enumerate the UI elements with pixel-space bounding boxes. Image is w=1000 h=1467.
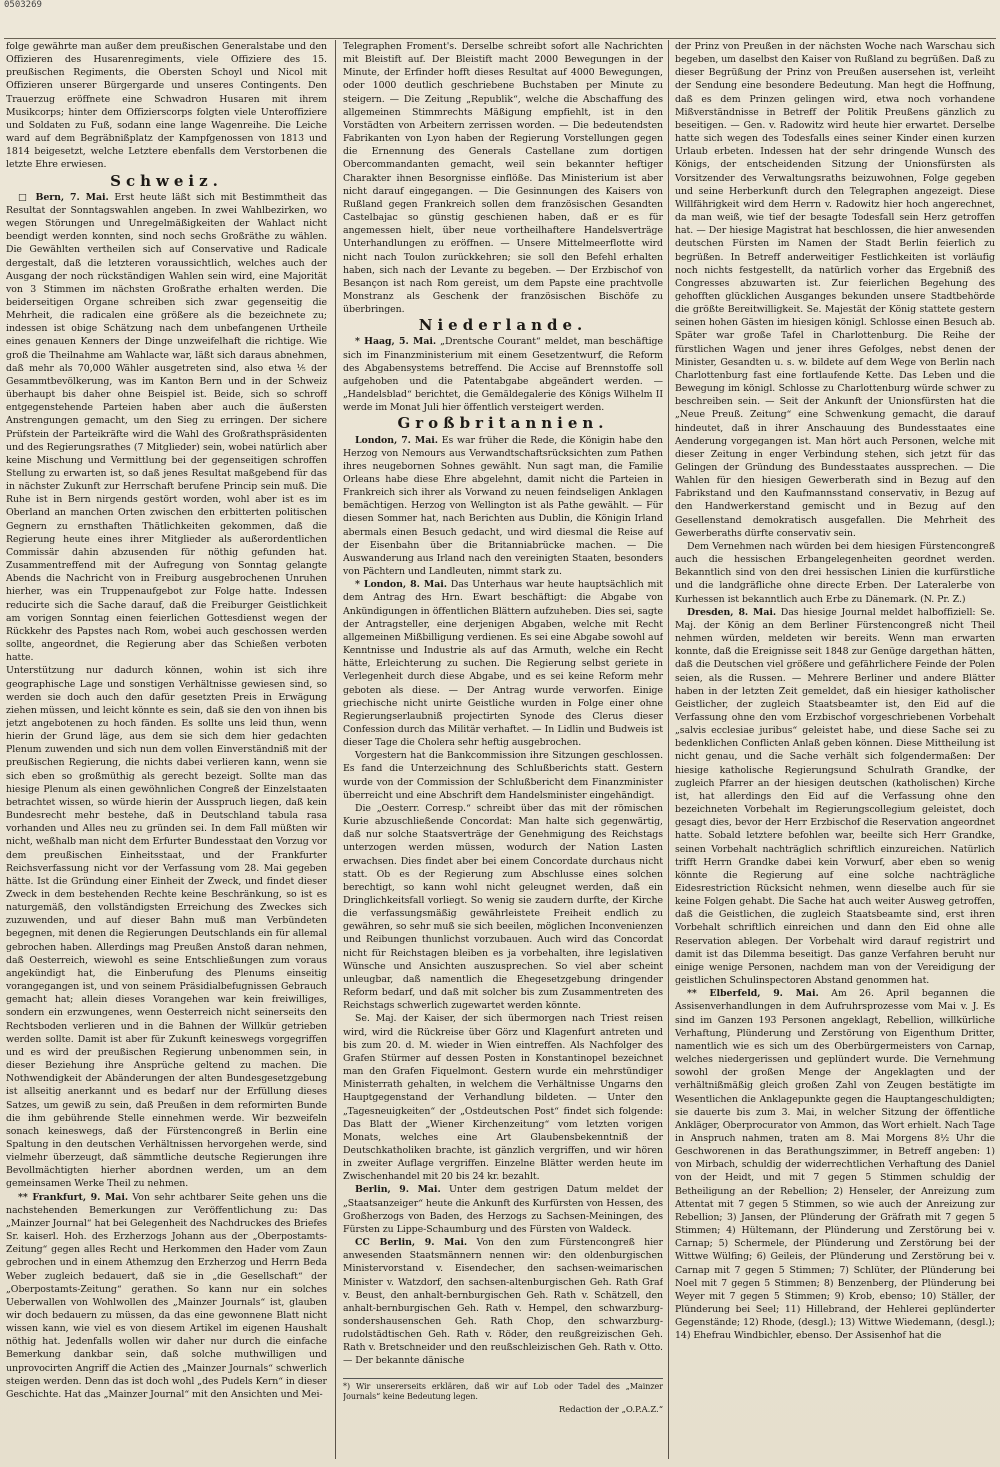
- footnote: *) Wir unsererseits erklären, daß wir auf Lob oder Tadel des „Mainzer Journals“ keine Bedeutung legen.: [343, 1378, 663, 1402]
- berlin-dateline-1: Berlin, 9. Mai.: [355, 1184, 441, 1196]
- frankfurt-dateline: ** Frankfurt, 9. Mai.: [18, 1191, 129, 1203]
- bankcommission-paragraph: Vorgestern hat die Bankcommission ihre Sitzungen geschlossen. Es fand die Unterzeichnung des Schlußberichts statt. Gestern wurde von der Commission der Schlußbericht dem Finanzminister überreicht und eine Abschrift dem Handelsminister eingehändigt.: [343, 750, 663, 801]
- berlin-article-2: [343, 1236, 663, 1368]
- dresden-dateline: Dresden, 8. Mai.: [687, 606, 777, 618]
- berlin-text-1: Unter dem gestrigen Datum meldet der „Staatsanzeiger“ heute die Ankunft des Kurfürsten von Hessen, des Großherzogs von Baden, des Herzogs zu Sachsen-Meiningen, des Fürsten zu Lippe-Schaumburg und des Fürsten von Waldeck.: [343, 1184, 663, 1235]
- london-text-2: Das Unterhaus war heute hauptsächlich mit dem Antrag des Hrn. Ewart beschäftigt: die Abgabe von Ankündigungen in öffentlichen Blättern aufzuheben. Dies sei, sagte der Antragsteller, eine derjenigen Abgaben, welche mit Recht allgemeinen Mißbilligung verdienen. Es sei eine Abgabe sowohl auf Kenntnisse und Industrie als auf das Armuth, welche ein Recht hätte, Erleichterung zu suchen. Die Regierung selbst geriete in Verlegenheit durch diese Abgabe, und es sei keine Reform mehr geboten als diese. — Der Antrag wurde verworfen. Einige griechische nicht unirte Geistliche wurden in Folge einer ohne Regierungserlaubniß projectirten Synode des Clerus dieser Confession durch das Militär verhaftet. — In Lidlin und Budweis ist dieser Tage die Cholera sehr heftig ausgebrochen.: [343, 579, 663, 749]
- bern-article: [6, 191, 327, 665]
- berlin-text-2: Von den zum Fürstencongreß hier anwesenden Staatsmännern nennen wir: den oldenburgischen Ministervorstand v. Eisendecher, den sachsen-weimarischen Minister v. Watzdorf, den sachsen-altenburgischen Geh. Rath Graf v. Beust, den anhalt-bernburgischen Geh. Rath v. Schätzell, den anhalt-bernburgischen Geh. Rath v. Hempel, den schwarzburg-sondershausenschen Geh. Rath Chop, den schwarzburg-rudolstädtischen Geh. Rath v. Röder, den reußgreizischen Geh. Rath v. Bretschneider und den reußschleizischen Geh. Rath v. Otto. — Der bekannte dänische: [343, 1237, 663, 1367]
- heading-schweiz: Schweiz.: [110, 171, 223, 190]
- paris-continuation: Telegraphen Froment's. Derselbe schreibt sofort alle Nachrichten mit Bleistift auf. Der Bleistift macht 2000 Bewegungen in der Minute, der Erfinder hofft dieses Resultat auf 4000 Bewegungen, oder 1000 deutlich geschriebene Buchstaben per Minute zu steigern. — Die Zeitung „Republik“, welche die Abschaffung des allgemeinen Stimmrechts Mäßigung empfiehlt, ist in den Vorstädten von Arbeitern zerrissen worden. — Die bedeutendsten Fabrikanten von Lyon haben der Regierung Vorstellungen gegen die Ernennung des Generals Castellane zum dortigen Obercommandanten gemacht, weil sein bekannter heftiger Charakter ihnen Besorgnisse einflöße. Das Ministerium ist aber nicht darauf eingegangen. — Die Gesinnungen des Kaisers von Rußland gegen Frankreich sollen dem französischen Gesandten Castelbajac so günstig geschienen haben, daß er es für angemessen hielt, über neue vortheilhaftere Handelsverträge Unterhandlungen zu eröffnen. — Unsere Mittelmeerflotte wird nicht nach Toulon zurückkehren; sie soll den Befehl erhalten haben, sich nach der Levante zu begeben. — Der Erzbischof von Besançon ist nach Rom gereist, um dem Papste eine prachtvolle Monstranz als Geschenk der französischen Bischöfe zu überbringen.: [343, 41, 663, 316]
- frankfurt-text: Von sehr achtbarer Seite gehen uns die nachstehenden Bemerkungen zur Veröffentlichung zu: Das „Mainzer Journal“ hat bei Gelegenheit des Nachdruckes des Briefes Sr. kaiserl. Hoh. des Erzherzogs Johann aus der „Oberpostamts-Zeitung“ gegen alles Recht und Herkommen den Hader vom Zaun gebrochen und in einem Athemzug den Erzherzog und Herrn Beda Weber zugleich bedauert, daß sie in „die Gesellschaft“ der „Oberpostamts-Zeitung“ gerathen. So kann nur ein solches Ueberwallen von Wohlwollen des „Mainzer Journals“ ist, glauben wir doch bedauern zu müssen, da das eine gewonnene Blatt nicht wissen kann, wie viel es von diesem Artikel im eigenen Haushalt nöthig hat. Jedenfalls wollen wir daher nur durch die einfache Bemerkung dankbar sein, daß solche muthwilligen und unprovocirten Angriff die Actien des „Mainzer Journals“ schwerlich steigen werden. Denn das ist doch wohl „des Pudels Kern“ in dieser Geschichte. Hat das „Mainzer Journal“ mit den Ansichten und Mei-: [6, 1191, 327, 1400]
- london-text-1: Es war früher die Rede, die Königin habe den Herzog von Nemours aus Verwandtschaftsrücksichten zum Pathen ihres neugebornen Sohnes gewählt. Nun sagt man, die Familie Orleans habe diese Ehre abgelehnt, damit nicht die Parteien in Frankreich sich ihrer als Vorwand zu neuen feindseligen Anklagen bemächtigen. Herzog von Wellington ist als Pathe gewählt. — Für diesen Sommer hat, nach Berichten aus Dublin, die Königin Irland abermals einen Besuch gedacht, und wird diesmal die Reise auf der Eisenbahn über die Britanniabrücke machen. — Die Auswanderung aus Irland nach den vereinigten Staaten, besonders von Pächtern und Landleuten, nimmt stark zu.: [343, 434, 663, 578]
- berlin-dateline-2: CC Berlin, 9. Mai.: [355, 1237, 468, 1249]
- redaction-signature: Redaction der „O.P.A.Z.“: [558, 1404, 663, 1415]
- london-dateline-2: * London, 8. Mai.: [355, 579, 447, 591]
- berlin-article-1: [343, 1183, 663, 1236]
- london-article-1: [343, 434, 663, 579]
- haag-dateline: * Haag, 5. Mai.: [355, 336, 437, 348]
- column-2: [343, 40, 663, 1459]
- haag-text: „Drentsche Courant“ meldet, man beschäftige sich im Finanzministerium mit einem Gesetzentwurf, die Reform des Abgabensystems betreffend. Die Accise auf Brennstoffe soll aufgehoben und die Patentabgabe abgeändert werden. — „Handelsblad“ berichtet, die Gemäldegalerie des Königs Wilhelm II werde im Monat Juli hier öffentlich versteigert werden.: [343, 336, 663, 414]
- frankfurt-article: [6, 1191, 327, 1402]
- column-rule-2: [668, 40, 669, 1459]
- haag-article: [343, 335, 663, 414]
- bern-dateline: □ Bern, 7. Mai.: [18, 191, 109, 203]
- concordat-paragraph: Die „Oesterr. Corresp.“ schreibt über das mit der römischen Kurie abzuschließende Concordat: Man halte sich gegenwärtig, daß nur solche Staatsverträge der Genehmigung des Reichstags unterzogen werden müssen, wodurch der Nation Lasten erwachsen. Dies findet aber bei einem Concordate durchaus nicht statt. Ob es der Regierung zum Abschlusse eines solchen berechtigt, so kann wohl nicht geleugnet werden, daß ein Dringlichkeitsfall vorliegt. So wenig sie zaudern durfte, der Kirche die verfassungsmäßig gewährleistete Freiheit endlich zu gewähren, so sehr muß sie sich beeilen, möglichen Inconvenienzen und Reibungen thunlichst vorzubauen. Auch wird das Concordat nicht für Reichstagen bleiben es ja vorbehalten, ihre legislativen Wünsche und Ansichten auszusprechen. So viel aber scheint unleugbar, daß namentlich die Ehegesetzgebung dringender Reform bedarf, und daß mit solcher bis zum Zusammentreten des Reichstags schwerlich zugewartet werden könnte.: [343, 802, 663, 1012]
- prinz-paragraph: der Prinz von Preußen in der nächsten Woche nach Warschau sich begeben, um daselbst den Kaiser von Rußland zu begrüßen. Daß zu dieser Begrüßung der Prinz von Preußen ausersehen ist, verleiht der Sendung eine besondere Bedeutung. Man hegt die Hoffnung, daß es dem Prinzen gelingen wird, etwa noch vorhandene Mißverständnisse in Betreff der Politik Preußens gänzlich zu beseitigen. — Gen. v. Radowitz wird heute hier erwartet. Derselbe hatte sich wegen des Todesfalls eines seiner Kinder einen kurzen Urlaub erbeten. Indessen hat der sehr dringende Wunsch des Königs, der entscheidenden Sitzung der Unionsfürsten als Vorsitzender des Verwaltungsraths beizuwohnen, Folge gegeben und seine Herberkunft durch den Telegraphen angezeigt. Diese Willfährigkeit wird dem Herrn v. Radowitz hier hoch angerechnet, da man weiß, wie tief der besagte Todesfall sein Herz getroffen hat. — Der hiesige Magistrat hat beschlossen, die hier anwesenden deutschen Fürsten im Namen der Stadt Berlin feierlich zu begrüßen. In Betreff anderweitiger Festlichkeiten ist vorläufig noch nichts festgestellt, da natürlich vorher das Ergebniß des Congresses abzuwarten ist. Zur feierlichen Begehung des gehofften glücklichen Ausganges bekunden unsere Stadtbehörde die größte Bereitwilligkeit. Se. Majestät der König stattete gestern seinen hohen Gästen im hiesigen königl. Schlosse einen Besuch ab. Später war große Tafel in Charlottenburg. Die Reihe der fürstlichen Wagen und jener ihres Gefolges, nebst denen der Minister, Gesandten u. s. w. bildete auf dem Wege von Berlin nach Charlottenburg fast eine fortlaufende Kette. Das Leben und die Bewegung im königl. Schlosse zu Charlottenburg würde schwer zu beschreiben sein. — Seit der Ankunft der Unionsfürsten hat die „Neue Preuß. Zeitung“ eine Schwenkung gemacht, die darauf hindeutet, daß in ihrer Anschauung des Bundesstaates eine Aenderung vorgegangen ist. Man hört auch Personen, welche mit dieser Zeitung in enger Verbindung stehen, sich jetzt für das Gelingen der Gründung des Bundesstaates aussprechen. — Die Wahlen für den hiesigen Gewerberath sind in Bezug auf den Fabrikstand und den Kaufmannsstand conservativ, in Bezug auf den Handwerkerstand gemischt und in Bezug auf den Gesellenstand demokratisch ausgefallen. Die Mehrheit des Gewerberaths dürfte conservativ sein.: [675, 41, 995, 539]
- column-1: [6, 40, 327, 1459]
- hessian-paragraph: Dem Vernehmen nach würden bei dem hiesigen Fürstencongreß auch die hessischen Erbangelegenheiten geordnet werden. Bekanntlich sind von den drei hessischen Linien die kurfürstliche und die landgräfliche ohne directe Erben. Der Lateralerbe von Kurhessen ist bekanntlich auch Erbe zu Dänemark. (N. Pr. Z.): [675, 540, 995, 605]
- elberfeld-text: Am 26. April begannen die Assisenverhandlungen in dem Aufruhrsprozesse vom Mai v. J. Es sind im Ganzen 193 Personen angeklagt, Rebellion, willkürliche Verhaftung, Plünderung und Zerstörung von Eigenthum Dritter, namentlich wie es sich um des Oberbürgermeisters von Carnap, welches niedergerissen und geplündert wurde. Die Vernehmung sowohl der großen Menge der Angeklagten und der verhältnißmäßig gleich großen Zahl von Zeugen bestätigte im Wesentlichen die Anklagepunkte gegen die Hauptangeschuldigten; sie dauerte bis zum 3. Mai, in welcher Sitzung der öffentliche Ankläger, Oberprocurator von Ammon, das Wort erhielt. Nach Tage in Anspruch nahmen, traten am 8. Mai Morgens 8½ Uhr die Geschworenen in das Berathungszimmer, in Betreff angeben: 1) von Mirbach, schuldig der widerrechtlichen Verhaftung des Daniel von der Heidt, und mit 7 gegen 5 Stimmen schuldig der Betheiligung an der Rebellion; 2) Henseler, der Anreizung zum Attentat mit 7 gegen 5 Stimmen, so wie auch der Anreizung zur Rebellion; 3) Jansen, der Plünderung der Gräfrath mit 7 gegen 5 Stimmen; 4) Hültemann, der Plünderung und Zerstörung bei v. Carnap; 5) Schermele, der Plünderung und Zerstörung bei der Wittwe Wülfing; 6) Geileis, der Plünderung und Zerstörung bei v. Carnap mit 7 gegen 5 Stimmen; 7) Schlüter, der Plünderung bei Noel mit 7 gegen 5 Stimmen; 8) Benzenberg, der Plünderung bei Weyer mit 7 gegen 5 Stimmen; 9) Krob, ebenso; 10) Ställer, der Plünderung bei Seel; 11) Hillebrand, der Hehlerei geplünderter Gegenstände; 12) Rhode, (desgl.); 13) Wittwe Wiedemann, (desgl.); 14) Ehefrau Windbichler, ebenso. Der Assisenhof hat die: [675, 988, 995, 1342]
- london-article-2: [343, 578, 663, 749]
- dresden-article: [675, 606, 995, 988]
- plenum-article: Unterstützung nur dadurch können, wohin ist sich ihre geographische Lage und sonstigen Verhältnisse gewiesen sind, so werden sie doch auch den dafür gesetzten Preis in Erwägung ziehen müssen, und leicht könnte es sein, daß sie den von ihnen bis jetzt angebotenen zu hoch fänden. Es sollte uns leid thun, wenn hierin der Grund läge, aus dem sie sich dem hier gedachten Plenum zuwenden und sich nun dem vollen Einverständniß mit der preußischen Regierung, die nichts dabei verlieren kann, wenn sie sich eben so großmüthig als gerecht bezeigt. Sollte man das hiesige Plenum als einen gewöhnlichen Congreß der Einzelstaaten betrachtet wissen, so würde hierin der Ausspruch liegen, daß kein Bundesrecht mehr bestehe, daß in Deutschland tabula rasa vorhanden und Alles neu zu gründen sei. In dem Fall müßten wir nicht, weßhalb man nicht dem Erfurter Bundesstaat den Vorzug vor dem preußischen Einheitsstaat, und der Frankfurter Reichsverfassung nicht vor der Verfassung vom 28. Mai gegeben hätte. Ist die Gründung einer Einheit der Zweck, und findet dieser Zweck in dem bestehenden Rechte keine Beschränkung, so ist es naturgemäß, den vollständigsten Erreichung des Zweckes sich zuzuwenden, und auf dieser Bahn muß man Verbündeten begegnen, mit denen die Regierungen Deutschlands ein für allemal gebrochen haben. Allerdings mag Preußen Anstoß daran nehmen, daß Oesterreich, wiewohl es seine Entschließungen zum voraus angekündigt hat, die Einberufung des Plenums einseitig vorangegangen ist, und von seinem Präsidialbefugnissen Gebrauch gemacht hat; allein dieses Vorangehen war kein freiwilliges, sondern ein erzwungenes, wenn Oesterreich nicht seinerseits den Rechtsboden verlieren und in die Bahnen der Willkür getrieben werden sollte. Damit ist aber für Zukunft keineswegs vorgegriffen und es wird der preußischen Regierung unbenommen sein, in dieser Beziehung ihre Ansprüche geltend zu machen. Die Nothwendigkeit der Abänderungen der alten Bundesgesetzgebung ist allseitig anerkannt und es bedarf nur der Erfüllung dieses Satzes, um gewiß zu sein, daß Preußen in dem reformirten Bunde die ihm gebührende Stelle einnehmen werde. Wir bezweifeln sonach keineswegs, daß der Fürstencongreß in Berlin eine Spaltung in den deutschen Verhältnissen hervorgehen werde, sind vielmehr überzeugt, daß sämmtliche deutsche Regierungen ihre Bevollmächtigten hierher abordnen werden, um an dem gemeinsamen Werke Theil zu nehmen.: [6, 665, 327, 1190]
- london-dateline-1: London, 7. Mai.: [355, 434, 438, 446]
- bern-text: Erst heute läßt sich mit Bestimmtheit das Resultat der Sonntagswahlen angeben. In zwei Wahlbezirken, wo wegen Störungen und Unregelmäßigkeiten der Wahlact nicht beendigt werden konnten, sind noch sechs Großräthe zu wählen. Die Gewählten vertheilen sich auf Conservative und Radicale dergestalt, daß die letzteren voraussichtlich, welches auch der Ausgang der noch rückständigen Wahlen sein wird, eine Majorität von 3 Stimmen im nächsten Großrathe erhalten werden. Die beiderseitigen Organe schreiben sich zwar gegenseitig die Mehrheit, die radicalen eine größere als die bezeichnete zu; indessen ist obige Schätzung nach dem unbefangenen Urtheile eines genauen Kenners der Dinge unzweifelhaft die richtige. Wie groß die Theilnahme am Wahlacte war, läßt sich daraus abnehmen, daß mehr als 70,000 Wähler ausgetreten sind, also etwa ⅕ der Gesammtbevölkerung, was im Kanton Bern und in der Schweiz überhaupt bis daher ohne Beispiel ist. Beide, sich so schroff entgegenstehende Parteien haben aber auch die äußersten Anstrengungen gemacht, um den Sieg zu erringen. Der sichere Prüfstein der Parteikräfte wird die Wahl des Großrathspräsidenten und des Regierungsrathes (7 Mitglieder) sein, wobei natürlich aber keine Mischung und Vermittlung bei der gegenseitigen schroffen Stellung zu erwarten ist, so daß jenes Resultat maßgebend für das in nächster Zukunft zur Herrschaft berufene Princip sein muß. Die Ruhe ist in Bern nirgends gestört worden, wohl aber ist es im Oberland an manchen Orten zwischen den erbitterten politischen Gegnern zu ernsthaften Thätlichkeiten gekommen, daß die Regierung heute eines ihrer Mitglieder als außerordentlichen Commissär dahin abzusenden für nöthig gefunden hat. Zusammentreffend mit der Aufregung von Sonntag gelangte Abends die Nachricht von in Freiburg ausgebrochenen Unruhen hierher, was ein Truppenaufgebot zur Folge hatte. Indessen reducirte sich die Sache darauf, daß die Freiburger Geistlichkeit am vorigen Sonntag einen feierlichen Gottesdienst wegen der Rückkehr des Papstes nach Rom, wobei auch geschossen werden sollte, angeordnet, die Regierung aber das Schießen verboten hatte.: [6, 191, 327, 664]
- heading-niederlande: Niederlande.: [418, 316, 588, 335]
- column-3: [675, 40, 995, 1459]
- dresden-text: Das hiesige Journal meldet halboffiziell: Se. Maj. der König an dem Berliner Fürstencongreß nicht Theil nehmen würden, meldeten wir bereits. Wenn man erwarten konnte, daß die Ereignisse seit 1848 zur Genüge dargethan hätten, daß die Deutschen viel größere und gefährlichere Feinde der Polen seien, als die Russen. — Mehrere Berliner und andere Blätter haben in der letzten Zeit gemeldet, daß ein hiesiger katholischer Geistlicher, der zugleich Staatsbeamter ist, den Eid auf die Verfassung ohne den vom Erzbischof vorgeschriebenen Vorbehalt „salvis ecclesiae juribus“ geleistet habe, und diese Sache sei zu bedenklichen Conflicten Anlaß geben können. Diese Mittheilung ist nicht genau, und die Sache verhält sich folgendermaßen: Der hiesige katholische Regierungsund Schulrath Grandke, der zugleich Pfarrer an der hiesigen deutschen (katholischen) Kirche ist, hat allerdings den Eid auf die Verfassung ohne den bezeichneten Vorbehalt im Regierungscollegium geleistet, doch gesagt dies, bevor der Herr Erzbischof die Reservation angeordnet hatte. Sobald letztere befohlen war, beeilte sich Herr Grandke, seinen Vorbehalt nachträglich schriftlich einzureichen. Natürlich trifft Herrn Grandke dabei kein Vorwurf, aber eben so wenig könnte die Regierung auf eine solche nachträgliche Eidesrestriction Rücksicht nehmen, wenn dieselbe auch für sie keine Folgen gehabt. Die Sache hat auch weiter Ausweg getroffen, daß die Geistlichen, die zugleich Staatsbeamte sind, erst ihren Vorbehalt schriftlich einreichen und dann den Eid ohne alle Reservation ablegen. Der Vorbehalt wird darauf registrirt und damit ist das Dilemma beseitigt. Das ganze Verfahren beruht nur einige wenige Personen, nachdem man von der Vereidigung der geistlichen Schulinspectoren Abstand genommen hat.: [675, 606, 995, 987]
- kaiser-paragraph: Se. Maj. der Kaiser, der sich übermorgen nach Triest reisen wird, wird die Rückreise über Görz und Klagenfurt antreten und bis zum 20. d. M. wieder in Wien eintreffen. Als Nachfolger des Grafen Stürmer auf dessen Posten in Konstantinopel bezeichnet man den Grafen Fiquelmont. Gestern wurde ein mehrstündiger Ministerrath gehalten, in welchem die Verhältnisse Ungarns den Hauptgegenstand der Verhandlung bildeten. — Unter den „Tagesneuigkeiten“ der „Ostdeutschen Post“ findet sich folgende: Das Blatt der „Wiener Kirchenzeitung“ vom letzten vorigen Monats, welches eine Art Glaubensbekenntniß der Deutschkatholiken brachte, ist gänzlich vergriffen, und wir hören in zweiter Auflage vergriffen. Einzelne Blätter werden heute im Zwischenhandel mit 20 bis 24 kr. bezahlt.: [343, 1013, 663, 1183]
- column-rule-1: [335, 40, 336, 1459]
- elberfeld-dateline: ** Elberfeld, 9. Mai.: [687, 988, 819, 1000]
- funeral-paragraph: folge gewährte man außer dem preußischen Generalstabe und den Offizieren des Husarenregiments, viele Offiziere des 15. preußischen Regiments, die Obersten Schoyl und Nicol mit Offizieren unserer Bürgergarde und unseres Contingents. Den Trauerzug eröffnete eine Schwadron Husaren mit ihrem Musikcorps; hinter dem Offizierscorps folgten viele Unteroffiziere und Soldaten zu Fuß, sodann eine lange Wagenreihe. Die Leiche ward auf dem Begräbnißplatz der Kampfgenossen von 1813 und 1814 beigesetzt, welche Letztere ebenfalls dem Verstorbenen die letzte Ehre erwiesen.: [6, 41, 327, 171]
- heading-grossbritannien: Großbritannien.: [397, 414, 609, 433]
- page-id-label: 0503269: [4, 0, 42, 10]
- top-rule: [4, 38, 996, 39]
- elberfeld-article: [675, 987, 995, 1342]
